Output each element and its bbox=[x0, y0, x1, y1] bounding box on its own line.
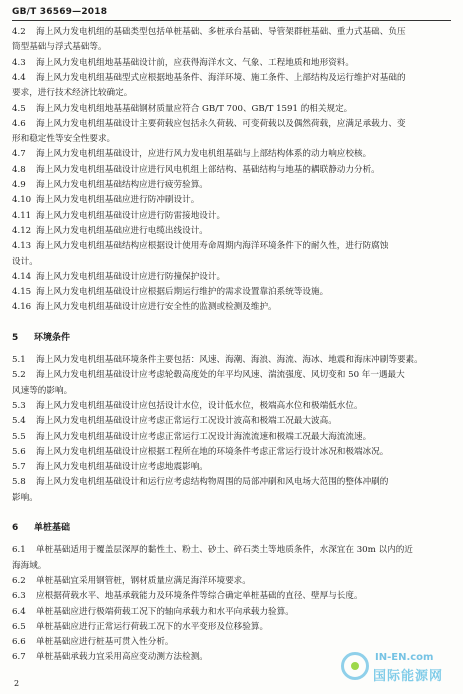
clause-number: 5.7 bbox=[12, 462, 26, 473]
clause-text: 要求，进行技术经济比较确定。 bbox=[12, 88, 133, 99]
paragraph-line bbox=[12, 353, 452, 368]
paragraph-line bbox=[12, 239, 452, 254]
clause-text: 海上风力发电机组基础应进行防冲刷设计。 bbox=[36, 195, 200, 206]
paragraph-line bbox=[12, 132, 452, 147]
paragraph-line bbox=[12, 255, 452, 270]
paragraph-line bbox=[12, 414, 452, 429]
section-title: 环境条件 bbox=[34, 332, 71, 343]
clause-text: 海上风力发电机组地基基础设计前，应获得海洋水文、气象、工程地质和地形资料。 bbox=[36, 57, 354, 68]
clause-number: 5.6 bbox=[12, 446, 26, 457]
clause-number: 6.5 bbox=[12, 621, 26, 632]
clause-text: 海上风力发电机组基础设计，应进行风力发电机组基础与上部结构体系的动力响应校核。 bbox=[36, 149, 372, 160]
paragraph-line bbox=[12, 491, 452, 506]
clause-number: 6.2 bbox=[12, 575, 26, 586]
paragraph-line bbox=[12, 475, 452, 490]
paragraph-line bbox=[12, 193, 452, 208]
paragraph-line bbox=[12, 620, 452, 635]
clause-number: 6.4 bbox=[12, 606, 26, 617]
standard-number-header: GB/T 36569—2018 bbox=[12, 7, 108, 17]
clause-number: 4.6 bbox=[12, 118, 26, 129]
clause-text: 海上风力发电机组基础设计应考虑正常运行工况设计海流流速和极端工况最大海流流速。 bbox=[36, 431, 372, 442]
header-divider bbox=[12, 20, 451, 21]
section-heading bbox=[12, 330, 70, 343]
clause-text: 应根据荷载水平、地基承载能力及环境条件等综合确定单桩基础的直径、壁厚与长度。 bbox=[36, 591, 363, 602]
clause-number: 4.5 bbox=[12, 103, 26, 114]
clause-text: 单桩基础应进行极端荷载工况下的轴向承载力和水平向承载力验算。 bbox=[36, 606, 294, 617]
paragraph-line bbox=[12, 430, 452, 445]
clause-number: 4.15 bbox=[12, 287, 32, 298]
clause-text: 海上风力发电机组基础设计应进行防雷接地设计。 bbox=[36, 210, 226, 221]
clause-text: 海上风力发电机组基础型式应根据地基条件、海洋环境、施工条件、上部结构及运行维护对基础的 bbox=[36, 72, 406, 83]
clause-text: 单桩基础适用于覆盖层深厚的黏性土、粉土、砂土、碎石类土等地质条件，水深宜在 30m 以内的近 bbox=[36, 545, 413, 556]
clause-number: 4.9 bbox=[12, 180, 26, 190]
clause-number: 4.13 bbox=[12, 241, 32, 252]
clause-number: 4.14 bbox=[12, 271, 32, 282]
paragraph-line bbox=[12, 209, 452, 224]
clause-text: 海上风力发电机组基础设计应考虑正常运行工况设计波高和极端工况最大波高。 bbox=[36, 416, 337, 427]
paragraph-line bbox=[12, 71, 452, 86]
clause-text: 海上风力发电机组基础应进行电缆出线设计。 bbox=[36, 225, 208, 236]
paragraph-line bbox=[12, 559, 452, 574]
clause-number: 4.8 bbox=[12, 164, 26, 175]
paragraph-line bbox=[12, 285, 452, 300]
clause-text: 海上风力发电机组基础环境条件主要包括：风速、海潮、海浪、海流、海冰、地震和海床冲刷等要素。 bbox=[36, 355, 423, 365]
section-heading bbox=[12, 520, 70, 533]
clause-text: 海上风力发电机组基础设计应进行防撞保护设计。 bbox=[36, 271, 226, 282]
clause-text: 海上风力发电机组基础设计应考虑轮毂高度处的年平均风速、湍流强度、风切变和 50 年一遇最大 bbox=[36, 370, 405, 381]
clause-text: 海上风力发电机组基础结构应根据设计使用寿命周期内海洋环境条件下的耐久性，进行防腐蚀 bbox=[36, 241, 389, 252]
clause-text: 海上风力发电机组基础设计应进行风电机组上部结构、基础结构与地基的耦联静动力分析。 bbox=[36, 164, 380, 175]
clause-text: 单桩基础应进行桩基可贯入性分析。 bbox=[36, 637, 174, 648]
paragraph-line bbox=[12, 86, 452, 101]
clause-number: 4.11 bbox=[12, 210, 32, 221]
clause-text: 海上风力发电机组基础设计应考虑地震影响。 bbox=[36, 462, 208, 473]
watermark bbox=[335, 650, 453, 690]
clause-number: 6.6 bbox=[12, 637, 26, 648]
clause-text: 海上风力发电机组基础设计和运行应考虑结构物周围的局部冲刷和风电场大范围的整体冲刷的 bbox=[36, 477, 389, 488]
clause-text: 筒型基础与浮式基础等。 bbox=[12, 42, 107, 53]
clause-text: 单桩基础应进行正常运行荷载工况下的水平变形及位移验算。 bbox=[36, 621, 269, 632]
clause-number: 4.3 bbox=[12, 57, 26, 68]
clause-text: 设计。 bbox=[12, 256, 38, 267]
paragraph-line bbox=[12, 224, 452, 239]
clause-number: 6.1 bbox=[12, 545, 26, 556]
paragraph-line bbox=[12, 460, 452, 475]
clause-number: 4.12 bbox=[12, 225, 32, 236]
clause-text: 海上风力发电机组基础结构应进行疲劳验算。 bbox=[36, 180, 208, 190]
paragraph-line bbox=[12, 384, 452, 399]
page-number: 2 bbox=[14, 679, 20, 688]
clause-number: 4.4 bbox=[12, 72, 26, 83]
paragraph-line bbox=[12, 300, 452, 315]
clause-text: 影响。 bbox=[12, 492, 38, 503]
paragraph-line bbox=[12, 635, 452, 650]
clause-text: 海上风力发电机组基础设计应根据工程所在地的环境条件考虑正常运行设计冰况和极端冰况。 bbox=[36, 446, 389, 457]
paragraph-line bbox=[12, 147, 452, 162]
clause-number: 4.16 bbox=[12, 302, 32, 313]
paragraph-line bbox=[12, 270, 452, 285]
clause-text: 海上风力发电机组基础设计应根据后期运行维护的需求设置靠泊系统等设施。 bbox=[36, 287, 329, 298]
clause-number: 5.5 bbox=[12, 431, 26, 442]
paragraph-line bbox=[12, 56, 452, 71]
paragraph-line bbox=[12, 25, 452, 40]
paragraph-line bbox=[12, 574, 452, 589]
paragraph-line bbox=[12, 543, 452, 558]
clause-number: 4.10 bbox=[12, 195, 32, 206]
paragraph-line bbox=[12, 605, 452, 620]
section-number: 5 bbox=[12, 332, 19, 343]
clause-number: 6.7 bbox=[12, 652, 26, 663]
clause-number: 4.7 bbox=[12, 149, 26, 160]
clause-text: 海上风力发电机组基础设计主要荷载应包括永久荷载、可变荷载以及偶然荷载，应满足承载力、变 bbox=[36, 118, 406, 129]
paragraph-line bbox=[12, 178, 452, 193]
paragraph-line bbox=[12, 368, 452, 383]
paragraph-line bbox=[12, 399, 452, 414]
paragraph-line bbox=[12, 589, 452, 604]
clause-number: 6.3 bbox=[12, 591, 26, 602]
section-title: 单桩基础 bbox=[34, 523, 71, 533]
clause-text: 单桩基础承载力宜采用高应变动测方法检测。 bbox=[36, 652, 208, 663]
clause-text: 海上风力发电机组基础设计应包括设计水位，设计低水位，极端高水位和极端低水位。 bbox=[36, 400, 363, 411]
clause-text: 海上风力发电机组的基础类型包括单桩基础、多桩承台基础、导管架群桩基础、重力式基础、负压 bbox=[36, 27, 406, 37]
clause-number: 5.4 bbox=[12, 416, 26, 427]
clause-number: 5.2 bbox=[12, 370, 26, 381]
section-number: 6 bbox=[12, 523, 19, 533]
paragraph-line bbox=[12, 445, 452, 460]
clause-text: 单桩基础宜采用钢管桩，钢材质量应满足海洋环境要求。 bbox=[36, 575, 251, 586]
paragraph-line bbox=[12, 163, 452, 178]
clause-text: 形和稳定性等安全性要求。 bbox=[12, 134, 116, 145]
watermark-cn: 国际能源网 bbox=[373, 669, 444, 684]
clause-text: 风速等的影响。 bbox=[12, 385, 73, 396]
clause-number: 5.8 bbox=[12, 477, 26, 488]
watermark-en: IN-EN.com bbox=[375, 652, 434, 663]
clause-text: 海上风力发电机组基础设计应进行安全性的监测或检测及维护。 bbox=[36, 302, 277, 313]
paragraph-line bbox=[12, 117, 452, 132]
paragraph-line bbox=[12, 102, 452, 117]
clause-number: 5.3 bbox=[12, 400, 26, 411]
clause-number: 5.1 bbox=[12, 355, 26, 365]
in-en-logo-icon bbox=[341, 652, 369, 680]
clause-number: 4.2 bbox=[12, 27, 26, 37]
clause-text: 海上风力发电机组地基基础钢材质量应符合 GB/T 700、GB/T 1591 的相关规定。 bbox=[36, 103, 353, 114]
clause-text: 海海域。 bbox=[12, 560, 47, 571]
paragraph-line bbox=[12, 40, 452, 55]
